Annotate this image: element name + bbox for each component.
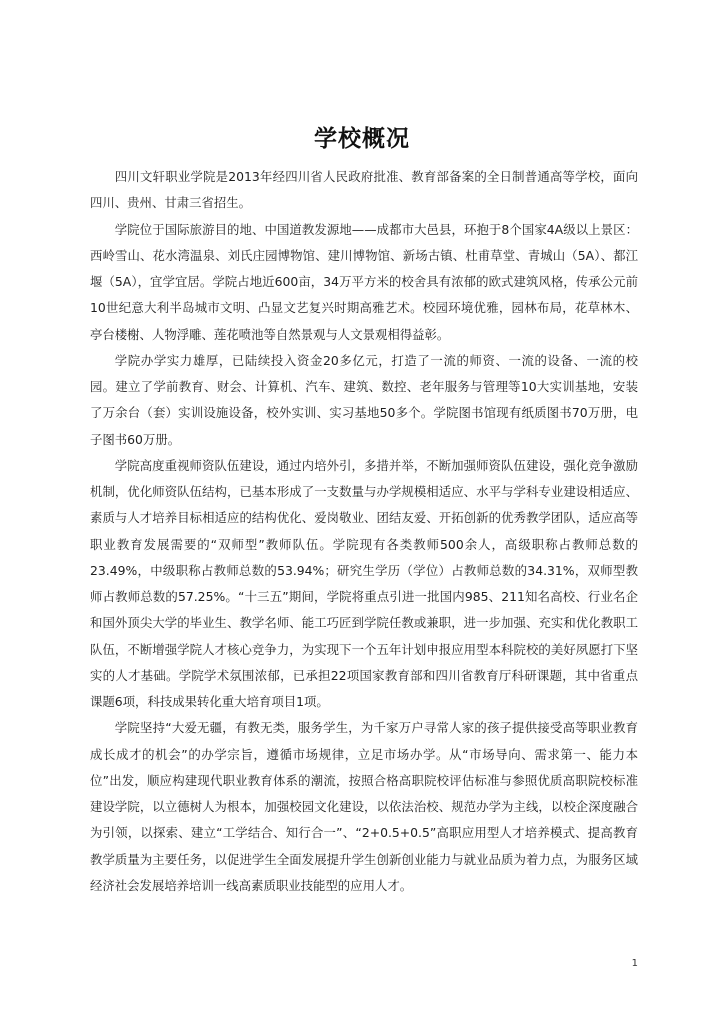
paragraph-mission: 学院坚持“大爱无疆，有教无类，服务学生，为千家万户寻常人家的孩子提供接受高等职业教育成长成才的机会”的办学宗旨，遵循市场规律，立足市场办学。从“市场导向、需求第一、能力本位”出发，顺应构建现代职业教育体系的潮流，按照合格高职院校评估标准与参照优质高职院校标准建设学院，以立德树人为根本，加强校园文化建设，以依法治校、规范办学为主线，以校企深度融合为引领，以探索、建立“工学结合、知行合一”、“2+0.5+0.5”高职应用型人才培养模式、提高教育教学质量为主要任务，以促进学生全面发展提升学生创新创业能力与就业品质为着力点，为服务区域经济社会发展培养培训一线高素质职业技能型的应用人才。: [90, 720, 638, 893]
paragraph-intro: 四川文轩职业学院是2013年经四川省人民政府批准、教育部备案的全日制普通高等学校，面向四川、贵州、甘肃三省招生。: [90, 169, 638, 211]
page-number: 1: [631, 958, 638, 969]
paragraph-facilities: 学院办学实力雄厚，已陆续投入资金20多亿元，打造了一流的师资、一流的设备、一流的校园。建立了学前教育、财会、计算机、汽车、建筑、数控、老年服务与管理等10大实训基地，安装了万余台（套）实训设施设备，校外实训、实习基地50多个。学院图书馆现有纸质图书70万册，电子图书60万册。: [90, 352, 638, 447]
page-title: 学校概况: [314, 126, 410, 152]
paragraph-faculty: 学院高度重视师资队伍建设，通过内培外引，多措并举，不断加强师资队伍建设，强化竞争激励机制，优化师资队伍结构，已基本形成了一支数量与办学规模相适应、水平与学科专业建设相适应、素质与人才培养目标相适应的结构优化、爱岗敬业、团结友爱、开拓创新的优秀教学团队，适应高等职业教育发展需要的“双师型”教师队伍。学院现有各类教师500余人，高级职称占教师总数的23.49%，中级职称占教师总数的53.94%；研究生学历（学位）占教师总数的34.31%，双师型教师占教师总数的57.25%。“十三五”期间，学院将重点引进一批国内985、211知名高校、行业名企和国外顶尖大学的毕业生、教学名师、能工巧匠到学院任教或兼职，进一步加强、充实和优化教职工队伍，不断增强学院人才核心竞争力，为实现下一个五年计划申报应用型本科院校的美好夙愿打下坚实的人才基础。学院学术氛围浓郁，已承担22项国家教育部和四川省教育厅科研课题，其中省重点课题6项，科技成果转化重大培育项目1项。: [90, 457, 638, 709]
paragraph-location: 学院位于国际旅游目的地、中国道教发源地——成都市大邑县，环抱于8个国家4A级以上景区：西岭雪山、花水湾温泉、刘氏庄园博物馆、建川博物馆、新场古镇、杜甫草堂、青城山（5A）、都江堰（5A），宜学宜居。学院占地近600亩，34万平方米的校舍具有浓郁的欧式建筑风格，传承公元前10世纪意大利半岛城市文明、凸显文艺复兴时期高雅艺术。校园环境优雅，园林布局，花草林木、亭台楼榭、人物浮雕、莲花喷池等自然景观与人文景观相得益彰。: [90, 221, 638, 342]
document-body: [90, 164, 638, 899]
